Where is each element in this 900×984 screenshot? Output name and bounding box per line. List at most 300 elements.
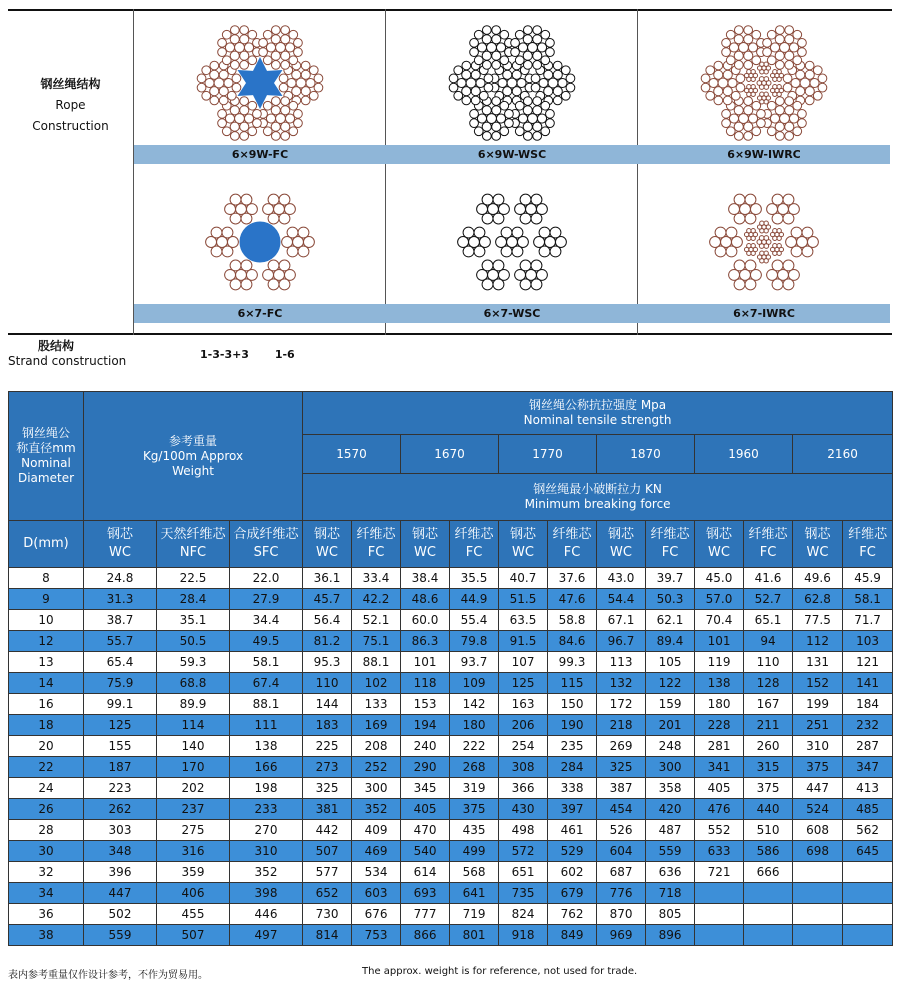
core-type-en: WC xyxy=(109,545,131,560)
wire-circle xyxy=(241,259,252,270)
wire-circle xyxy=(539,227,550,238)
table-cell: 698 xyxy=(793,841,843,862)
table-cell: 122 xyxy=(646,673,695,694)
table-cell: 300 xyxy=(646,757,695,778)
wire-circle xyxy=(763,38,772,47)
construction-cell xyxy=(134,11,386,164)
wire-circle xyxy=(218,109,227,118)
wire-circle xyxy=(271,60,280,69)
wire-circle xyxy=(511,47,520,56)
table-cell: 603 xyxy=(352,883,401,904)
core-type-cn: 钢芯 xyxy=(804,527,831,542)
table-cell: 206 xyxy=(499,715,548,736)
wire-circle xyxy=(541,55,550,64)
table-cell: 529 xyxy=(548,841,597,862)
table-cell: 300 xyxy=(352,778,401,799)
table-cell: 381 xyxy=(303,799,352,820)
diameter-cell: 36 xyxy=(9,904,84,925)
core-type-en: WC xyxy=(806,545,829,560)
table-cell: 352 xyxy=(230,862,303,883)
wire-circle xyxy=(785,25,794,34)
table-cell: 58.8 xyxy=(548,610,597,631)
table-cell: 58.1 xyxy=(230,652,303,673)
table-row xyxy=(9,652,893,673)
table-cell: 341 xyxy=(695,757,744,778)
wire-circle xyxy=(785,60,794,69)
wire-circle xyxy=(764,228,768,232)
table-cell: 347 xyxy=(843,757,893,778)
wire-circle xyxy=(734,122,743,131)
table-row xyxy=(9,778,893,799)
wire-circle xyxy=(285,113,294,122)
construction-name: 6×7-FC xyxy=(134,304,386,323)
table-cell: 184 xyxy=(843,694,893,715)
core-type-en: FC xyxy=(465,545,483,560)
wire-circle xyxy=(266,42,275,51)
wire-circle xyxy=(745,213,756,224)
table-cell: 28.4 xyxy=(157,589,230,610)
wire-circle xyxy=(798,47,807,56)
wire-circle xyxy=(805,96,814,105)
wire-circle xyxy=(752,126,761,135)
wire-circle xyxy=(706,65,715,74)
wire-circle xyxy=(777,236,781,240)
table-cell xyxy=(843,883,893,904)
table-cell: 405 xyxy=(695,778,744,799)
grade-header: 1670 xyxy=(401,435,499,474)
table-cell: 413 xyxy=(843,778,893,799)
table-cell: 375 xyxy=(793,757,843,778)
wire-circle xyxy=(714,61,723,70)
wire-circle xyxy=(287,78,296,87)
wire-circle xyxy=(798,38,807,47)
core-type-cn: 天然纤维芯 xyxy=(160,527,226,542)
wire-circle xyxy=(777,69,781,73)
wire-circle xyxy=(745,194,756,205)
wire-circle xyxy=(259,47,268,56)
rope-cross-section-image xyxy=(638,11,890,154)
table-cell: 114 xyxy=(157,715,230,736)
wire-circle xyxy=(751,92,755,96)
table-cell: 99.1 xyxy=(84,694,157,715)
wire-circle xyxy=(294,47,303,56)
table-cell: 693 xyxy=(401,883,450,904)
wire-circle xyxy=(512,86,521,95)
table-cell: 56.4 xyxy=(303,610,352,631)
wire-circle xyxy=(482,51,491,60)
core-type-cn: 钢芯 xyxy=(314,527,341,542)
table-cell: 498 xyxy=(499,820,548,841)
wire-circle xyxy=(731,91,740,100)
wire-circle xyxy=(501,227,512,238)
wire-circle xyxy=(818,73,827,82)
table-cell: 131 xyxy=(793,652,843,673)
wire-circle xyxy=(726,227,737,238)
table-row xyxy=(9,862,893,883)
wire-circle xyxy=(263,126,272,135)
wire-circle xyxy=(553,96,562,105)
wire-circle xyxy=(764,221,768,225)
wire-circle xyxy=(734,194,745,205)
table-row xyxy=(9,799,893,820)
wire-circle xyxy=(314,83,323,92)
table-cell: 510 xyxy=(744,820,793,841)
table-cell: 102 xyxy=(352,673,401,694)
wire-circle xyxy=(298,245,309,256)
table-cell: 762 xyxy=(548,904,597,925)
core-type-cn: 钢芯 xyxy=(510,527,537,542)
wire-circle xyxy=(751,228,755,232)
wire-circle xyxy=(757,118,766,127)
table-cell xyxy=(793,883,843,904)
table-cell: 502 xyxy=(84,904,157,925)
table-cell: 281 xyxy=(695,736,744,757)
wire-circle xyxy=(537,42,546,51)
table-cell: 218 xyxy=(597,715,646,736)
table-cell: 252 xyxy=(352,757,401,778)
table-cell: 31.3 xyxy=(84,589,157,610)
wire-circle xyxy=(281,131,290,140)
table-cell: 507 xyxy=(303,841,352,862)
wire-circle xyxy=(709,78,718,87)
core-type-header xyxy=(230,521,303,568)
table-cell: 718 xyxy=(646,883,695,904)
table-cell: 183 xyxy=(303,715,352,736)
wire-circle xyxy=(714,86,723,95)
table-cell: 470 xyxy=(401,820,450,841)
wire-circle xyxy=(553,86,562,95)
table-cell: 687 xyxy=(597,862,646,883)
table-cell: 540 xyxy=(401,841,450,862)
wire-circle xyxy=(512,70,521,79)
table-cell: 446 xyxy=(230,904,303,925)
wire-circle xyxy=(493,213,504,224)
wire-circle xyxy=(539,78,548,87)
table-row xyxy=(9,631,893,652)
spec-table xyxy=(8,391,893,946)
grade-header: 1960 xyxy=(695,435,793,474)
wire-circle xyxy=(289,30,298,39)
core-type-header xyxy=(744,521,793,568)
diameter-header xyxy=(9,392,84,521)
table-cell: 68.8 xyxy=(157,673,230,694)
wire-circle xyxy=(232,83,241,92)
diameter-cell: 22 xyxy=(9,757,84,778)
table-cell: 273 xyxy=(303,757,352,778)
wire-circle xyxy=(734,131,743,140)
table-cell: 170 xyxy=(157,757,230,778)
wire-circle xyxy=(798,118,807,127)
wire-circle xyxy=(515,126,524,135)
wire-circle xyxy=(462,86,471,95)
weight-header-en: Weight xyxy=(172,463,214,478)
table-cell: 254 xyxy=(499,736,548,757)
core-type-en: SFC xyxy=(253,545,279,560)
wire-circle xyxy=(482,122,491,131)
table-cell: 70.4 xyxy=(695,610,744,631)
wire-circle xyxy=(760,251,764,255)
table-cell: 132 xyxy=(597,673,646,694)
table-cell: 199 xyxy=(793,694,843,715)
table-cell: 180 xyxy=(695,694,744,715)
table-cell: 325 xyxy=(597,757,646,778)
table-cell: 138 xyxy=(230,736,303,757)
wire-circle xyxy=(523,25,532,34)
wire-circle xyxy=(734,105,743,114)
wire-circle xyxy=(802,245,813,256)
wire-circle xyxy=(566,73,575,82)
diameter-header-cn: 钢丝绳公 xyxy=(21,426,70,440)
wire-circle xyxy=(454,91,463,100)
diameter-header-cn: 称直径mm xyxy=(16,441,76,455)
table-cell: 359 xyxy=(157,862,230,883)
wire-circle xyxy=(493,259,504,270)
table-cell: 524 xyxy=(793,799,843,820)
wire-circle xyxy=(268,194,279,205)
construction-cell xyxy=(638,11,890,164)
wire-circle xyxy=(745,278,756,289)
wire-circle xyxy=(298,227,309,238)
table-cell: 67.4 xyxy=(230,673,303,694)
table-cell: 358 xyxy=(646,778,695,799)
table-cell: 222 xyxy=(450,736,499,757)
wire-circle xyxy=(503,70,512,79)
wire-circle xyxy=(777,84,781,88)
wire-circle xyxy=(474,245,485,256)
wire-circle xyxy=(550,245,561,256)
diameter-cell: 18 xyxy=(9,715,84,736)
table-cell: 150 xyxy=(548,694,597,715)
wire-circle xyxy=(561,91,570,100)
table-cell: 721 xyxy=(695,862,744,883)
wire-circle xyxy=(785,96,794,105)
wire-circle xyxy=(701,83,710,92)
wire-circle xyxy=(279,278,290,289)
tensile-header-en: Nominal tensile strength xyxy=(523,413,672,427)
wire-circle xyxy=(736,73,745,82)
table-cell: 208 xyxy=(352,736,401,757)
table-cell: 776 xyxy=(597,883,646,904)
wire-circle xyxy=(500,55,509,64)
wire-circle xyxy=(500,126,509,135)
wire-circle xyxy=(454,65,463,74)
table-cell xyxy=(843,904,893,925)
wire-circle xyxy=(309,65,318,74)
table-cell: 319 xyxy=(450,778,499,799)
wire-circle xyxy=(546,118,555,127)
table-cell: 237 xyxy=(157,799,230,820)
wire-circle xyxy=(757,109,766,118)
table-cell: 110 xyxy=(744,652,793,673)
force-header xyxy=(303,474,893,521)
table-cell: 753 xyxy=(352,925,401,946)
table-cell: 52.7 xyxy=(744,589,793,610)
wire-circle xyxy=(726,126,735,135)
wire-circle xyxy=(775,60,784,69)
wire-circle xyxy=(219,70,228,79)
table-cell: 153 xyxy=(401,694,450,715)
wire-circle xyxy=(301,86,310,95)
core-type-en: FC xyxy=(859,545,876,560)
diameter-cell: 38 xyxy=(9,925,84,946)
table-cell: 614 xyxy=(401,862,450,883)
wire-circle xyxy=(726,30,735,39)
wire-circle xyxy=(751,236,755,240)
wire-circle xyxy=(714,96,723,105)
wire-circle xyxy=(748,113,757,122)
wire-circle xyxy=(263,55,272,64)
wire-circle xyxy=(230,194,241,205)
table-cell: 233 xyxy=(230,799,303,820)
wire-circle xyxy=(289,101,298,110)
table-cell: 43.0 xyxy=(597,568,646,589)
table-cell: 455 xyxy=(157,904,230,925)
wire-circle xyxy=(230,25,239,34)
wire-circle xyxy=(281,122,290,131)
table-row xyxy=(9,904,893,925)
wire-circle xyxy=(523,60,532,69)
wire-circle xyxy=(314,73,323,82)
table-cell: 65.4 xyxy=(84,652,157,673)
table-cell: 777 xyxy=(401,904,450,925)
table-row xyxy=(9,757,893,778)
d-mm-header: D(mm) xyxy=(9,521,84,568)
wire-circle xyxy=(791,227,802,238)
table-cell: 534 xyxy=(352,862,401,883)
wire-circle xyxy=(289,126,298,135)
wire-circle xyxy=(798,109,807,118)
wire-circle xyxy=(783,259,794,270)
wire-circle xyxy=(533,105,542,114)
table-cell: 47.6 xyxy=(548,589,597,610)
table-cell: 159 xyxy=(646,694,695,715)
wire-circle xyxy=(751,243,755,247)
table-cell: 55.7 xyxy=(84,631,157,652)
wire-circle xyxy=(777,243,781,247)
footnote-en: The approx. weight is for reference, not used for trade. xyxy=(362,966,638,977)
table-cell: 133 xyxy=(352,694,401,715)
wire-circle xyxy=(751,251,755,255)
diameter-cell: 26 xyxy=(9,799,84,820)
table-cell: 88.1 xyxy=(230,694,303,715)
wire-circle xyxy=(240,122,249,131)
wire-circle xyxy=(474,30,483,39)
wire-circle xyxy=(482,25,491,34)
wire-circle xyxy=(210,96,219,105)
wire-circle xyxy=(785,51,794,60)
tensile-header xyxy=(303,392,893,435)
table-cell: 55.4 xyxy=(450,610,499,631)
weight-header-en: Kg/100m Approx xyxy=(142,448,244,463)
table-cell: 969 xyxy=(597,925,646,946)
table-cell: 405 xyxy=(401,799,450,820)
table-cell xyxy=(793,904,843,925)
construction-cell xyxy=(134,170,386,323)
rope-cross-section-image xyxy=(134,170,386,313)
table-cell xyxy=(744,925,793,946)
table-cell: 187 xyxy=(84,757,157,778)
wire-circle xyxy=(793,30,802,39)
wire-circle xyxy=(492,60,501,69)
core-type-en: NFC xyxy=(179,545,207,560)
table-cell: 824 xyxy=(499,904,548,925)
wire-circle xyxy=(462,61,471,70)
table-cell: 485 xyxy=(843,799,893,820)
rope-cross-section-image xyxy=(638,170,890,313)
table-cell: 223 xyxy=(84,778,157,799)
table-cell: 310 xyxy=(793,736,843,757)
table-cell: 48.6 xyxy=(401,589,450,610)
wire-circle xyxy=(541,30,550,39)
wire-circle xyxy=(783,213,794,224)
wire-circle xyxy=(484,73,493,82)
wire-circle xyxy=(726,55,735,64)
table-cell: 676 xyxy=(352,904,401,925)
table-cell: 144 xyxy=(303,694,352,715)
wire-circle xyxy=(471,96,480,105)
wire-circle xyxy=(240,34,249,43)
wire-circle xyxy=(500,101,509,110)
table-cell: 75.1 xyxy=(352,631,401,652)
table-cell: 84.6 xyxy=(548,631,597,652)
table-cell: 140 xyxy=(157,736,230,757)
wire-circle xyxy=(222,245,233,256)
wire-circle xyxy=(292,86,301,95)
wire-circle xyxy=(301,61,310,70)
wire-circle xyxy=(470,109,479,118)
table-cell: 397 xyxy=(548,799,597,820)
wire-circle xyxy=(281,25,290,34)
table-cell: 121 xyxy=(843,652,893,673)
core-type-header xyxy=(843,521,893,568)
wire-circle xyxy=(240,25,249,34)
wire-circle xyxy=(210,86,219,95)
table-cell: 111 xyxy=(230,715,303,736)
table-cell: 172 xyxy=(597,694,646,715)
wire-circle xyxy=(241,194,252,205)
table-cell: 118 xyxy=(401,673,450,694)
wire-circle xyxy=(744,96,753,105)
table-cell: 577 xyxy=(303,862,352,883)
wire-circle xyxy=(759,235,764,240)
wire-circle xyxy=(783,83,792,92)
wire-circle xyxy=(279,213,290,224)
table-cell: 269 xyxy=(597,736,646,757)
wire-circle xyxy=(550,227,561,238)
wire-circle xyxy=(523,34,532,43)
table-cell: 107 xyxy=(499,652,548,673)
table-cell: 447 xyxy=(793,778,843,799)
wire-circle xyxy=(271,122,280,131)
table-cell: 50.5 xyxy=(157,631,230,652)
wire-circle xyxy=(775,96,784,105)
wire-circle xyxy=(783,194,794,205)
table-cell: 59.3 xyxy=(157,652,230,673)
construction-label-en: Rope xyxy=(55,98,86,112)
table-cell: 559 xyxy=(646,841,695,862)
wire-circle xyxy=(752,30,761,39)
wire-circle xyxy=(785,105,794,114)
table-cell: 228 xyxy=(695,715,744,736)
wire-circle xyxy=(531,73,540,82)
diameter-cell: 28 xyxy=(9,820,84,841)
table-cell xyxy=(695,925,744,946)
wire-circle xyxy=(520,259,531,270)
wire-circle xyxy=(479,91,488,100)
force-header-en: Minimum breaking force xyxy=(524,497,671,511)
table-cell: 39.7 xyxy=(646,568,695,589)
strand-value: 1-6 xyxy=(274,348,295,361)
